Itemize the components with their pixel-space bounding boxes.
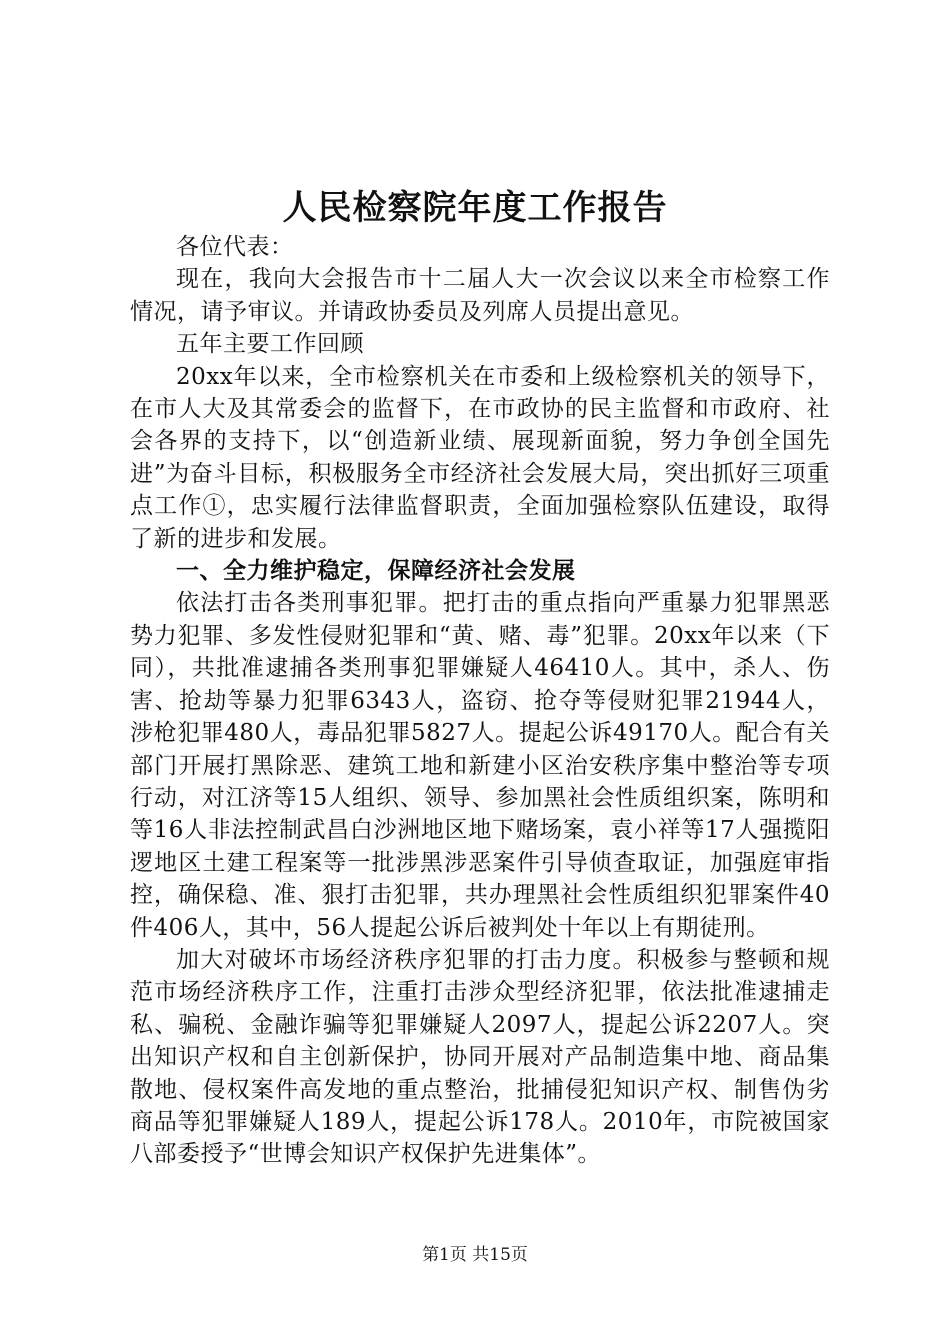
page-footer: 第1页 共15页 bbox=[422, 1245, 528, 1265]
intro-paragraph: 现在，我向大会报告市十二届人大一次会议以来全市检察工作情况，请予审议。并请政协委员及列席人员提出意见。 bbox=[130, 266, 830, 325]
document-body bbox=[130, 231, 830, 1171]
section-intro-paragraph: 五年主要工作回顾 bbox=[176, 331, 364, 358]
economic-crime-paragraph: 加大对破坏市场经济秩序犯罪的打击力度。积极参与整顿和规范市场经济秩序工作，注重打击涉众型经济犯罪，依法批准逮捕走私、骗税、金融诈骗等犯罪嫌疑人2097人，提起公诉2207人。突出知识产权和自主创新保护，协同开展对产品制造集中地、商品集散地、侵权案件高发地的重点整治，批捕侵犯知识产权、制售伪劣商品等犯罪嫌疑人189人，提起公诉178人。2010年，市院被国家八部委授予“世博会知识产权保护先进集体”。 bbox=[130, 946, 830, 1168]
document-title: 人民检察院年度工作报告 bbox=[282, 188, 668, 228]
summary-paragraph: 20xx年以来，全市检察机关在市委和上级检察机关的领导下，在市人大及其常委会的监督下，在市政协的民主监督和市政府、社会各界的支持下，以“创造新业绩、展现新面貌，努力争创全国先进”为奋斗目标，积极服务全市经济社会发展大局，突出抓好三项重点工作①，忠实履行法律监督职责，全面加强检察队伍建设，取得了新的进步和发展。 bbox=[130, 363, 830, 552]
section-heading: 一、全力维护稳定，保障经济社会发展 bbox=[176, 558, 576, 585]
criminal-crackdown-paragraph: 依法打击各类刑事犯罪。把打击的重点指向严重暴力犯罪黑恶势力犯罪、多发性侵财犯罪和“黄、赌、毒”犯罪。20xx年以来（下同），共批准逮捕各类刑事犯罪嫌疑人46410人。其中，杀人、伤害、抢劫等暴力犯罪6343人，盗窃、抢夺等侵财犯罪21944人，涉枪犯罪480人，毒品犯罪5827人。提起公诉49170人。配合有关部门开展打黑除恶、建筑工地和新建小区治安秩序集中整治等专项行动，对江济等15人组织、领导、参加黑社会性质组织案，陈明和等16人非法控制武昌白沙洲地区地下赌场案，袁小祥等17人强揽阳逻地区土建工程案等一批涉黑涉恶案件引导侦查取证，加强庭审指控，确保稳、准、狠打击犯罪，共办理黑社会性质组织犯罪案件40件406人，其中，56人提起公诉后被判处十年以上有期徒刑。 bbox=[130, 590, 830, 941]
salutation-paragraph: 各位代表： bbox=[176, 234, 294, 260]
